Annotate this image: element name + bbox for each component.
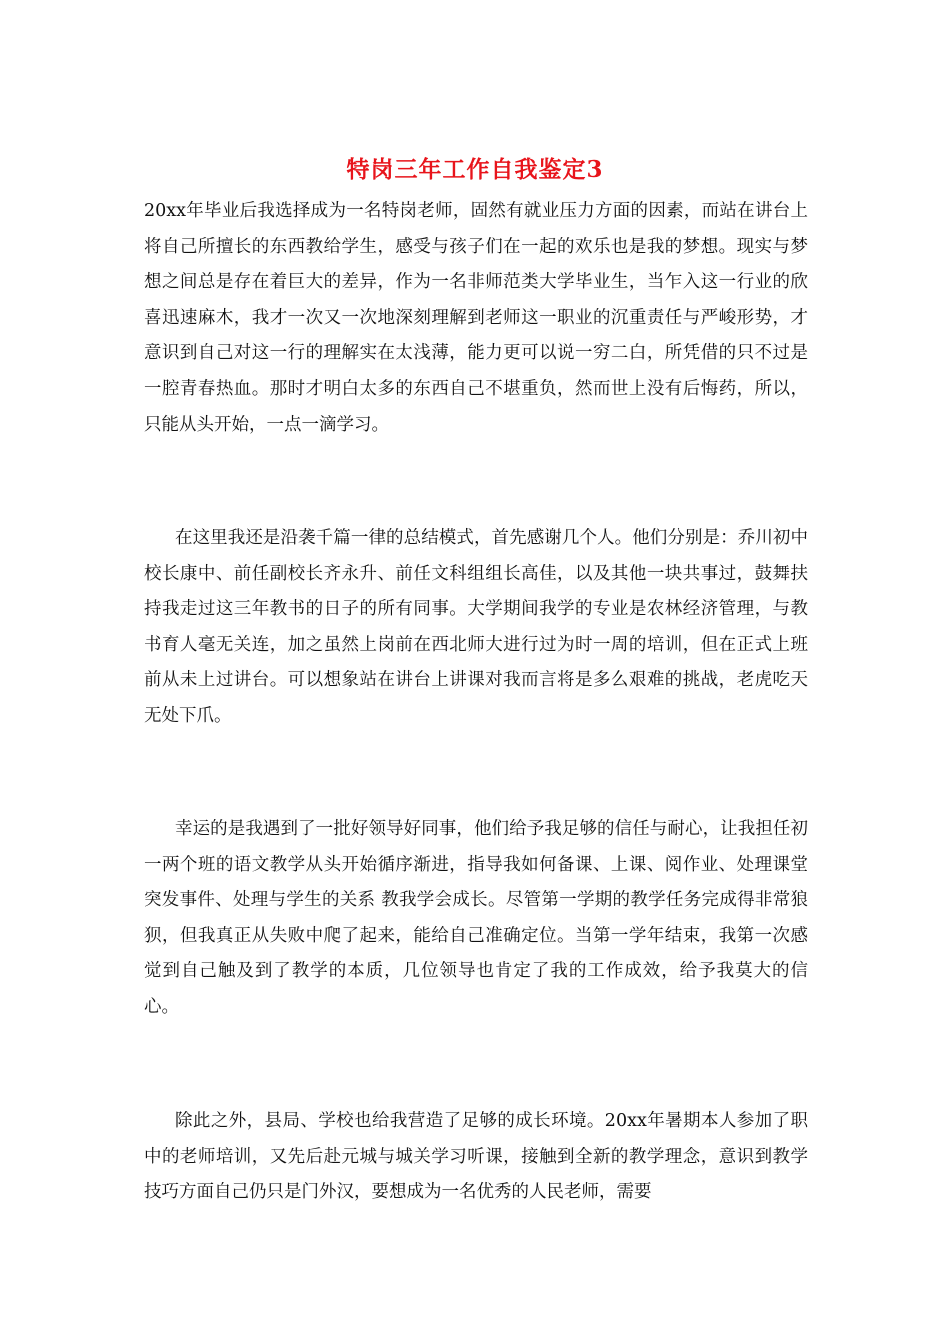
document-title: 特岗三年工作自我鉴定3 xyxy=(346,156,604,183)
paragraph-4: 除此之外，县局、学校也给我营造了足够的成长环境。20xx年暑期本人参加了职中的老师培训，又先后赴元城与城关学习听课，接触到全新的教学理念，意识到教学技巧方面自己仍只是门外汉，要想成为一名优秀的人民老师，需要 xyxy=(144,1111,808,1203)
paragraph-2: 在这里我还是沿袭千篇一律的总结模式，首先感谢几个人。他们分别是：乔川初中校长康中、前任副校长齐永升、前任文科组组长高佳，以及其他一块共事过，鼓舞扶持我走过这三年教书的日子的所有同事。大学期间我学的专业是农林经济管理，与教书育人毫无关连，加之虽然上岗前在西北师大进行过为时一周的培训，但在正式上班前从未上过讲台。可以想象站在讲台上讲课对我而言将是多么艰难的挑战，老虎吃天无处下爪。 xyxy=(144,528,808,726)
paragraph-3: 幸运的是我遇到了一批好领导好同事，他们给予我足够的信任与耐心，让我担任初一两个班的语文教学从头开始循序渐进，指导我如何备课、上课、阅作业、处理课堂突发事件、处理与学生的关系 教我学会成长。尽管第一学期的教学任务完成得非常狼狈，但我真正从失败中爬了起来，能给自己准确定位。当第一学年结束，我第一次感觉到自己触及到了教学的本质，几位领导也肯定了我的工作成效，给予我莫大的信心。 xyxy=(144,819,808,1017)
paragraph-1: 20xx年毕业后我选择成为一名特岗老师，固然有就业压力方面的因素，而站在讲台上将自己所擅长的东西教给学生，感受与孩子们在一起的欢乐也是我的梦想。现实与梦想之间总是存在着巨大的差异，作为一名非师范类大学毕业生，当乍入这一行业的欣喜迅速麻木，我才一次又一次地深刻理解到老师这一职业的沉重责任与严峻形势，才意识到自己对这一行的理解实在太浅薄，能力更可以说一穷二白，所凭借的只不过是一腔青春热血。那时才明白太多的东西自己不堪重负，然而世上没有后悔药，所以，只能从头开始，一点一滴学习。 xyxy=(144,201,808,435)
